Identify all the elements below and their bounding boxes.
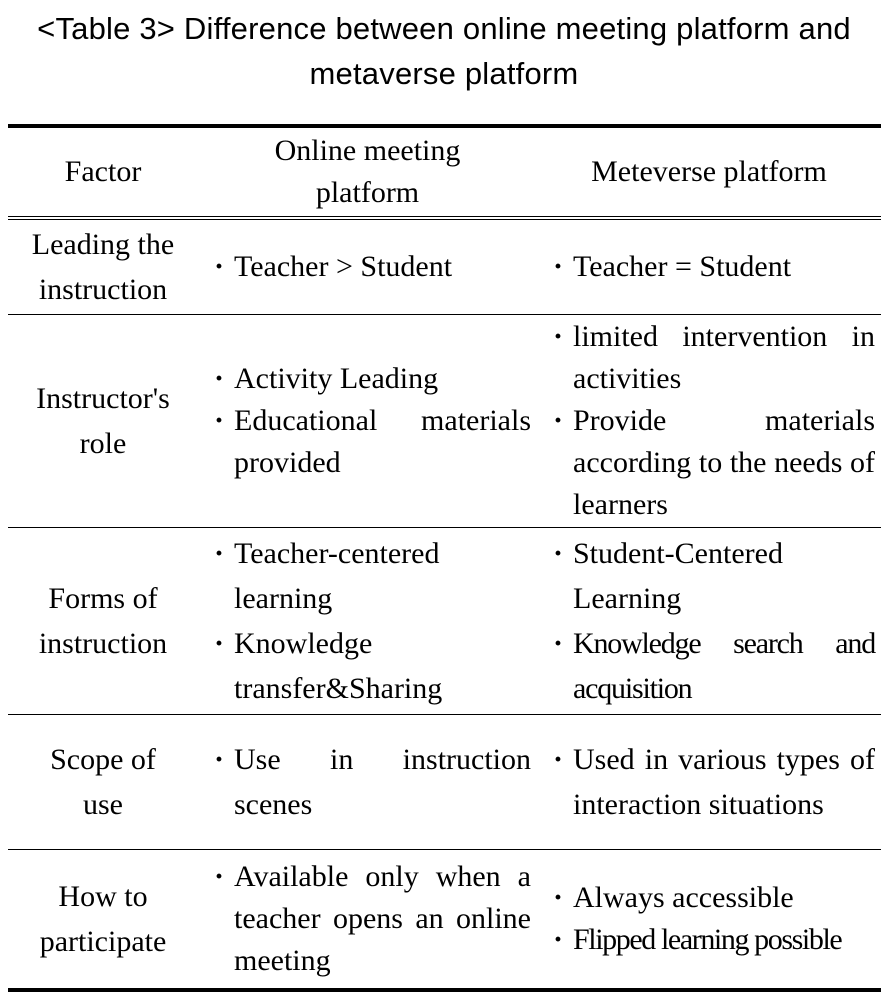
metaverse-bullet: · Student-Centered Learning <box>551 531 875 621</box>
online-cell <box>198 314 537 527</box>
metaverse-cell <box>537 218 881 314</box>
table-row <box>8 218 881 314</box>
online-cell <box>198 849 537 990</box>
online-bullet: · Activity Leading <box>212 358 531 400</box>
table-row <box>8 849 881 990</box>
header-factor: Factor <box>64 155 142 188</box>
header-row <box>8 126 881 218</box>
metaverse-bullet: · Always accessible <box>551 877 875 919</box>
factor-cell: How to participate <box>39 879 167 958</box>
online-bullet: · Knowledge transfer&Sharing <box>212 621 531 711</box>
metaverse-cell <box>537 527 881 714</box>
metaverse-bullet: · Provide materials according to the needs of learners <box>551 400 875 526</box>
table-row <box>8 714 881 849</box>
online-bullet: · Use in instruction scenes <box>212 737 531 827</box>
table-row <box>8 527 881 714</box>
factor-cell: Instructor's role <box>36 381 170 460</box>
online-bullet: · Educational materials provided <box>212 400 531 484</box>
online-bullet: · Teacher-centered learning <box>212 531 531 621</box>
header-metaverse: Meteverse platform <box>591 155 827 188</box>
header-online-meeting: Online meeting platform <box>274 134 461 209</box>
caption-line-1: <Table 3> Difference between online meeting platform and <box>37 11 851 46</box>
metaverse-cell <box>537 849 881 990</box>
factor-cell: Scope of use <box>50 742 156 821</box>
metaverse-bullet: · Knowledge search and acquisition <box>551 621 875 711</box>
metaverse-bullet: · Teacher = Student <box>551 244 875 289</box>
factor-cell: Leading the instruction <box>31 227 175 306</box>
factor-cell: Forms of instruction <box>38 581 168 660</box>
online-cell <box>198 714 537 849</box>
metaverse-cell <box>537 314 881 527</box>
caption-line-2: metaverse platform <box>309 56 579 91</box>
online-bullet: · Available only when a teacher opens an online meeting <box>212 856 531 982</box>
table-caption <box>0 6 888 96</box>
metaverse-bullet: · Used in various types of interaction situations <box>551 737 875 827</box>
metaverse-cell <box>537 714 881 849</box>
online-cell <box>198 218 537 314</box>
comparison-table <box>8 124 881 992</box>
online-bullet: · Teacher > Student <box>212 244 531 289</box>
table-row <box>8 314 881 527</box>
metaverse-bullet: · limited intervention in activities <box>551 316 875 400</box>
online-cell <box>198 527 537 714</box>
metaverse-bullet: · Flipped learning possible <box>551 919 875 961</box>
